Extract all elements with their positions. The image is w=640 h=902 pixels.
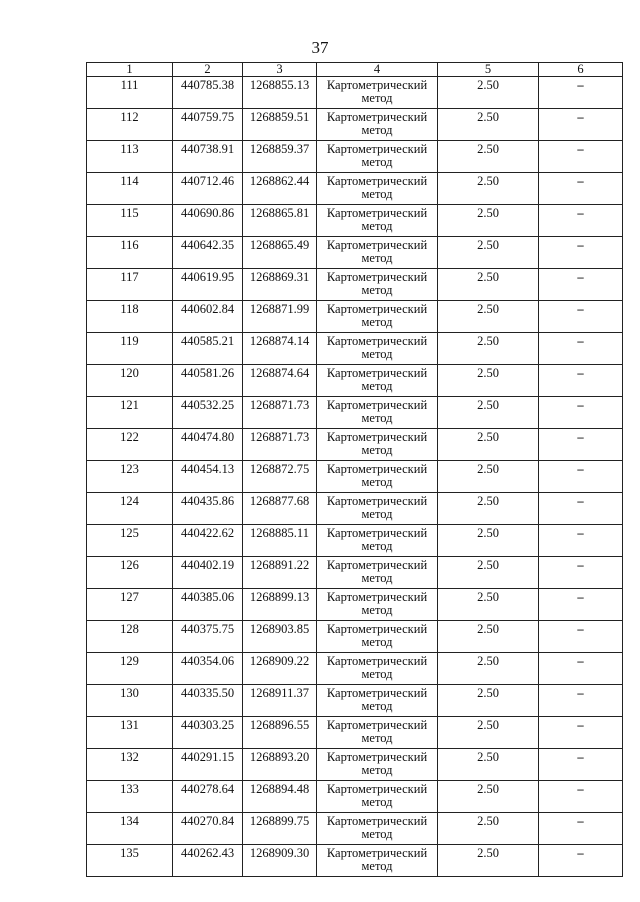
y-coordinate-cell: 1268874.64: [243, 365, 317, 397]
method-cell: [317, 685, 438, 717]
note-cell: –: [539, 717, 623, 749]
method-line-1: Картометрический: [326, 302, 428, 316]
x-coordinate-cell: 440642.35: [173, 237, 243, 269]
method-cell: [317, 205, 438, 237]
point-number-cell: 112: [87, 109, 173, 141]
y-coordinate-cell: 1268894.48: [243, 781, 317, 813]
method-cell: [317, 813, 438, 845]
method-line-2: метод: [361, 187, 393, 201]
note-cell: –: [539, 493, 623, 525]
point-number-cell: 132: [87, 749, 173, 781]
table-row: [87, 301, 623, 333]
method-line-1: Картометрический: [326, 238, 428, 252]
accuracy-cell: 2.50: [438, 141, 539, 173]
note-cell: –: [539, 845, 623, 877]
method-line-2: метод: [361, 859, 393, 873]
x-coordinate-cell: 440303.25: [173, 717, 243, 749]
method-line-2: метод: [361, 315, 393, 329]
table-row: [87, 77, 623, 109]
column-header: 4: [317, 63, 438, 77]
y-coordinate-cell: 1268869.31: [243, 269, 317, 301]
point-number-cell: 115: [87, 205, 173, 237]
x-coordinate-cell: 440278.64: [173, 781, 243, 813]
table-row: [87, 109, 623, 141]
accuracy-cell: 2.50: [438, 205, 539, 237]
y-coordinate-cell: 1268865.49: [243, 237, 317, 269]
method-line-2: метод: [361, 667, 393, 681]
accuracy-cell: 2.50: [438, 109, 539, 141]
method-line-1: Картометрический: [326, 558, 428, 572]
y-coordinate-cell: 1268903.85: [243, 621, 317, 653]
point-number-cell: 130: [87, 685, 173, 717]
point-number-cell: 113: [87, 141, 173, 173]
table-row: [87, 685, 623, 717]
point-number-cell: 123: [87, 461, 173, 493]
method-cell: [317, 333, 438, 365]
table-row: [87, 589, 623, 621]
method-cell: [317, 173, 438, 205]
y-coordinate-cell: 1268896.55: [243, 717, 317, 749]
point-number-cell: 121: [87, 397, 173, 429]
method-cell: [317, 525, 438, 557]
accuracy-cell: 2.50: [438, 781, 539, 813]
x-coordinate-cell: 440262.43: [173, 845, 243, 877]
method-line-1: Картометрический: [326, 750, 428, 764]
accuracy-cell: 2.50: [438, 397, 539, 429]
x-coordinate-cell: 440602.84: [173, 301, 243, 333]
point-number-cell: 126: [87, 557, 173, 589]
point-number-cell: 120: [87, 365, 173, 397]
method-line-2: метод: [361, 283, 393, 297]
point-number-cell: 111: [87, 77, 173, 109]
table-row: [87, 557, 623, 589]
note-cell: –: [539, 205, 623, 237]
note-cell: –: [539, 685, 623, 717]
column-header: 3: [243, 63, 317, 77]
y-coordinate-cell: 1268877.68: [243, 493, 317, 525]
note-cell: –: [539, 429, 623, 461]
method-cell: [317, 141, 438, 173]
column-header: 6: [539, 63, 623, 77]
method-line-1: Картометрический: [326, 430, 428, 444]
method-cell: [317, 621, 438, 653]
x-coordinate-cell: 440619.95: [173, 269, 243, 301]
note-cell: –: [539, 749, 623, 781]
note-cell: –: [539, 781, 623, 813]
method-line-1: Картометрический: [326, 462, 428, 476]
method-cell: [317, 557, 438, 589]
method-line-2: метод: [361, 539, 393, 553]
method-line-1: Картометрический: [326, 526, 428, 540]
accuracy-cell: 2.50: [438, 493, 539, 525]
y-coordinate-cell: 1268885.11: [243, 525, 317, 557]
x-coordinate-cell: 440454.13: [173, 461, 243, 493]
table-row: [87, 141, 623, 173]
point-number-cell: 116: [87, 237, 173, 269]
method-line-2: метод: [361, 699, 393, 713]
accuracy-cell: 2.50: [438, 461, 539, 493]
note-cell: –: [539, 589, 623, 621]
table-row: [87, 333, 623, 365]
table-row: [87, 237, 623, 269]
note-cell: –: [539, 397, 623, 429]
method-line-1: Картометрический: [326, 782, 428, 796]
method-cell: [317, 461, 438, 493]
accuracy-cell: 2.50: [438, 237, 539, 269]
note-cell: –: [539, 77, 623, 109]
table-row: [87, 397, 623, 429]
point-number-cell: 133: [87, 781, 173, 813]
point-number-cell: 127: [87, 589, 173, 621]
table-row: [87, 813, 623, 845]
method-line-2: метод: [361, 411, 393, 425]
method-cell: [317, 717, 438, 749]
table-row: [87, 525, 623, 557]
accuracy-cell: 2.50: [438, 845, 539, 877]
point-number-cell: 128: [87, 621, 173, 653]
point-number-cell: 119: [87, 333, 173, 365]
method-line-1: Картометрический: [326, 846, 428, 860]
method-cell: [317, 589, 438, 621]
y-coordinate-cell: 1268899.13: [243, 589, 317, 621]
point-number-cell: 125: [87, 525, 173, 557]
accuracy-cell: 2.50: [438, 429, 539, 461]
method-line-2: метод: [361, 571, 393, 585]
x-coordinate-cell: 440354.06: [173, 653, 243, 685]
note-cell: –: [539, 269, 623, 301]
accuracy-cell: 2.50: [438, 749, 539, 781]
y-coordinate-cell: 1268874.14: [243, 333, 317, 365]
table-row: [87, 461, 623, 493]
x-coordinate-cell: 440690.86: [173, 205, 243, 237]
method-line-1: Картометрический: [326, 398, 428, 412]
method-line-2: метод: [361, 379, 393, 393]
point-number-cell: 118: [87, 301, 173, 333]
y-coordinate-cell: 1268871.99: [243, 301, 317, 333]
accuracy-cell: 2.50: [438, 653, 539, 685]
table-row: [87, 621, 623, 653]
method-cell: [317, 397, 438, 429]
table-row: [87, 653, 623, 685]
x-coordinate-cell: 440402.19: [173, 557, 243, 589]
note-cell: –: [539, 525, 623, 557]
x-coordinate-cell: 440785.38: [173, 77, 243, 109]
method-cell: [317, 109, 438, 141]
y-coordinate-cell: 1268862.44: [243, 173, 317, 205]
method-cell: [317, 237, 438, 269]
table-header-row: [87, 63, 623, 77]
method-cell: [317, 269, 438, 301]
x-coordinate-cell: 440738.91: [173, 141, 243, 173]
table-row: [87, 173, 623, 205]
accuracy-cell: 2.50: [438, 621, 539, 653]
note-cell: –: [539, 333, 623, 365]
method-line-1: Картометрический: [326, 622, 428, 636]
point-number-cell: 131: [87, 717, 173, 749]
method-line-2: метод: [361, 123, 393, 137]
method-line-1: Картометрический: [326, 366, 428, 380]
x-coordinate-cell: 440585.21: [173, 333, 243, 365]
y-coordinate-cell: 1268865.81: [243, 205, 317, 237]
method-cell: [317, 845, 438, 877]
method-cell: [317, 653, 438, 685]
method-line-2: метод: [361, 795, 393, 809]
y-coordinate-cell: 1268871.73: [243, 397, 317, 429]
accuracy-cell: 2.50: [438, 77, 539, 109]
table-row: [87, 749, 623, 781]
table-row: [87, 269, 623, 301]
method-cell: [317, 781, 438, 813]
note-cell: –: [539, 301, 623, 333]
accuracy-cell: 2.50: [438, 557, 539, 589]
y-coordinate-cell: 1268893.20: [243, 749, 317, 781]
method-line-1: Картометрический: [326, 110, 428, 124]
note-cell: –: [539, 109, 623, 141]
method-line-2: метод: [361, 603, 393, 617]
method-line-2: метод: [361, 763, 393, 777]
method-line-2: метод: [361, 347, 393, 361]
page-number: 37: [311, 38, 329, 57]
note-cell: –: [539, 813, 623, 845]
accuracy-cell: 2.50: [438, 301, 539, 333]
table-row: [87, 365, 623, 397]
x-coordinate-cell: 440435.86: [173, 493, 243, 525]
method-line-2: метод: [361, 251, 393, 265]
note-cell: –: [539, 365, 623, 397]
method-line-1: Картометрический: [326, 718, 428, 732]
y-coordinate-cell: 1268891.22: [243, 557, 317, 589]
point-number-cell: 117: [87, 269, 173, 301]
note-cell: –: [539, 461, 623, 493]
method-cell: [317, 301, 438, 333]
y-coordinate-cell: 1268909.22: [243, 653, 317, 685]
y-coordinate-cell: 1268859.51: [243, 109, 317, 141]
method-line-2: метод: [361, 219, 393, 233]
method-line-2: метод: [361, 475, 393, 489]
point-number-cell: 134: [87, 813, 173, 845]
table-row: [87, 429, 623, 461]
method-line-1: Картометрический: [326, 206, 428, 220]
method-cell: [317, 365, 438, 397]
accuracy-cell: 2.50: [438, 813, 539, 845]
method-line-1: Картометрический: [326, 334, 428, 348]
table-row: [87, 493, 623, 525]
x-coordinate-cell: 440335.50: [173, 685, 243, 717]
column-header: 2: [173, 63, 243, 77]
method-line-2: метод: [361, 507, 393, 521]
table-row: [87, 205, 623, 237]
accuracy-cell: 2.50: [438, 173, 539, 205]
table-row: [87, 781, 623, 813]
coordinates-table: [86, 62, 623, 877]
accuracy-cell: 2.50: [438, 525, 539, 557]
method-cell: [317, 429, 438, 461]
method-line-2: метод: [361, 443, 393, 457]
y-coordinate-cell: 1268911.37: [243, 685, 317, 717]
method-line-1: Картометрический: [326, 270, 428, 284]
y-coordinate-cell: 1268872.75: [243, 461, 317, 493]
column-header: 5: [438, 63, 539, 77]
note-cell: –: [539, 621, 623, 653]
x-coordinate-cell: 440759.75: [173, 109, 243, 141]
accuracy-cell: 2.50: [438, 333, 539, 365]
method-line-1: Картометрический: [326, 78, 428, 92]
method-line-2: метод: [361, 827, 393, 841]
x-coordinate-cell: 440532.25: [173, 397, 243, 429]
x-coordinate-cell: 440291.15: [173, 749, 243, 781]
x-coordinate-cell: 440422.62: [173, 525, 243, 557]
point-number-cell: 129: [87, 653, 173, 685]
point-number-cell: 122: [87, 429, 173, 461]
note-cell: –: [539, 237, 623, 269]
method-cell: [317, 77, 438, 109]
point-number-cell: 114: [87, 173, 173, 205]
method-line-1: Картометрический: [326, 494, 428, 508]
note-cell: –: [539, 141, 623, 173]
point-number-cell: 135: [87, 845, 173, 877]
note-cell: –: [539, 653, 623, 685]
method-line-1: Картометрический: [326, 654, 428, 668]
x-coordinate-cell: 440385.06: [173, 589, 243, 621]
table-body: [87, 77, 623, 877]
y-coordinate-cell: 1268855.13: [243, 77, 317, 109]
y-coordinate-cell: 1268859.37: [243, 141, 317, 173]
method-line-2: метод: [361, 155, 393, 169]
method-line-1: Картометрический: [326, 174, 428, 188]
accuracy-cell: 2.50: [438, 685, 539, 717]
table-row: [87, 717, 623, 749]
note-cell: –: [539, 173, 623, 205]
method-line-2: метод: [361, 635, 393, 649]
method-line-2: метод: [361, 731, 393, 745]
x-coordinate-cell: 440270.84: [173, 813, 243, 845]
table-row: [87, 845, 623, 877]
y-coordinate-cell: 1268871.73: [243, 429, 317, 461]
method-line-1: Картометрический: [326, 814, 428, 828]
note-cell: –: [539, 557, 623, 589]
accuracy-cell: 2.50: [438, 269, 539, 301]
accuracy-cell: 2.50: [438, 589, 539, 621]
column-header: 1: [87, 63, 173, 77]
method-line-2: метод: [361, 91, 393, 105]
x-coordinate-cell: 440581.26: [173, 365, 243, 397]
y-coordinate-cell: 1268909.30: [243, 845, 317, 877]
accuracy-cell: 2.50: [438, 717, 539, 749]
x-coordinate-cell: 440375.75: [173, 621, 243, 653]
x-coordinate-cell: 440474.80: [173, 429, 243, 461]
method-line-1: Картометрический: [326, 142, 428, 156]
method-cell: [317, 493, 438, 525]
y-coordinate-cell: 1268899.75: [243, 813, 317, 845]
method-cell: [317, 749, 438, 781]
accuracy-cell: 2.50: [438, 365, 539, 397]
method-line-1: Картометрический: [326, 590, 428, 604]
point-number-cell: 124: [87, 493, 173, 525]
x-coordinate-cell: 440712.46: [173, 173, 243, 205]
method-line-1: Картометрический: [326, 686, 428, 700]
